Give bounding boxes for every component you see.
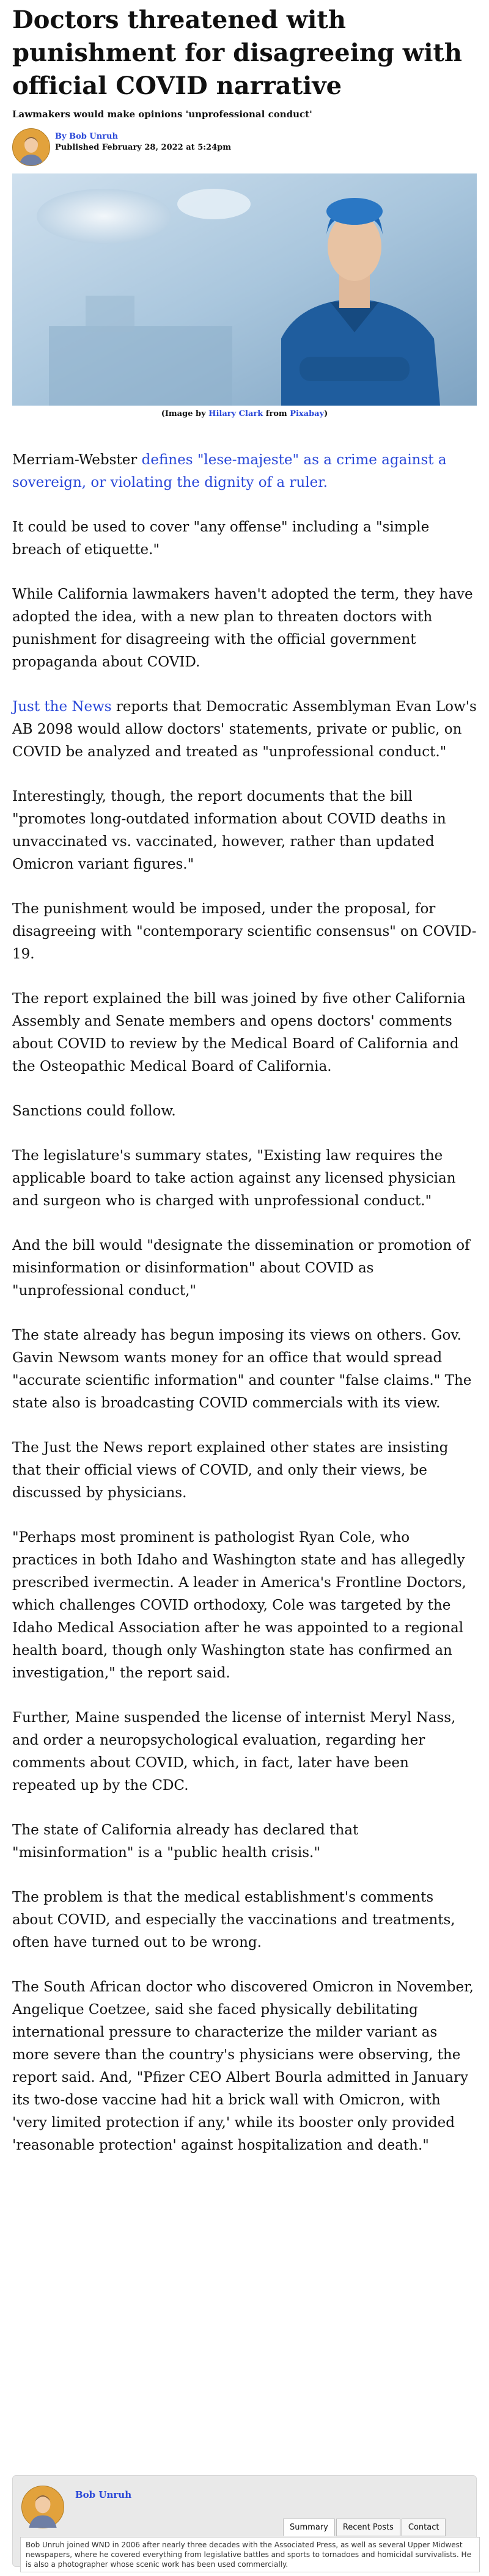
paragraph: The punishment would be imposed, under the proposal, for disagreeing with "contemporary scientific consensus" on COVID-19. [12, 901, 477, 962]
published-date: Published February 28, 2022 at 5:24pm [55, 143, 231, 152]
author-avatar[interactable] [12, 128, 50, 166]
author-bio-box [12, 2475, 477, 2567]
just-the-news-link[interactable]: Just the News [12, 699, 112, 715]
article-container [12, 0, 477, 2179]
tab-contact[interactable]: Contact [402, 2519, 446, 2536]
paragraph: Merriam-Webster defines "lese-majeste" as a crime against a sovereign, or violating the dignity of a ruler. [12, 452, 447, 491]
image-caption: (Image by Hilary Clark from Pixabay) [161, 409, 328, 418]
tab-recent-posts[interactable]: Recent Posts [336, 2519, 400, 2536]
article-body [12, 449, 477, 2157]
source-link[interactable]: Pixabay [290, 409, 325, 418]
paragraph: The state of California already has declared that "misinformation" is a "public health crisis." [12, 1822, 359, 1861]
paragraph: Just the News reports that Democratic Assemblyman Evan Low's AB 2098 would allow doctors' statements, private or public, on COVID be analyzed and treated as "unprofessional conduct." [12, 699, 477, 760]
paragraph: "Perhaps most prominent is pathologist Ryan Cole, who practices in both Idaho and Washington state and has allegedly prescribed ivermectin. A leader in America's Frontline Doctors, which challenges COVID orthodoxy, Cole was targeted by the Idaho Medical Association after he was appointed to a regional health board, though only Washington state has confirmed an investigation," the report said. [12, 1530, 466, 1681]
bio-text: Bob Unruh joined WND in 2006 after nearly three decades with the Associated Press, as well as several Upper Midwest newspapers, where he covered everything from legislative battles and sports to tornadoes and homicidal survivalists. He is also a photographer whose scenic work has been used commercially. [20, 2537, 480, 2572]
photographer-link[interactable]: Hilary Clark [208, 409, 263, 418]
paragraph: The report explained the bill was joined by five other California Assembly and Senate members and opens doctors' comments about COVID to review by the Medical Board of California and the Osteopathic Medical Board of California. [12, 991, 466, 1075]
paragraph: Interestingly, though, the report documents that the bill "promotes long-outdated information about COVID deaths in unvaccinated vs. vaccinated, however, rather than updated Omicron variant figures." [12, 789, 446, 872]
author-link[interactable]: By Bob Unruh [55, 132, 118, 141]
paragraph: The problem is that the medical establishment's comments about COVID, and especially the vaccinations and treatments, often have turned out to be wrong. [12, 1889, 455, 1950]
bio-author-name[interactable]: Bob Unruh [75, 2489, 132, 2500]
paragraph: It could be used to cover "any offense" including a "simple breach of etiquette." [12, 519, 430, 558]
paragraph: And the bill would "designate the dissemination or promotion of misinformation or disinformation" about COVID as "unprofessional conduct," [12, 1238, 470, 1299]
merriam-webster-link[interactable]: defines "lese-majeste" as a crime against a sovereign, or violating the dignity of a ruler. [12, 452, 447, 491]
bio-avatar[interactable] [21, 2486, 64, 2528]
article-hero-image [12, 173, 477, 406]
article-title: Doctors threatened with punishment for disagreeing with official COVID narrative [12, 5, 462, 100]
article-subtitle: Lawmakers would make opinions 'unprofessional conduct' [12, 109, 312, 120]
tab-summary[interactable]: Summary [283, 2519, 335, 2536]
paragraph: The Just the News report explained other states are insisting that their official views of COVID, and only their views, be discussed by physicians. [12, 1440, 449, 1501]
paragraph: Further, Maine suspended the license of internist Meryl Nass, and order a neuropsychological evaluation, regarding her comments about COVID, which, in fact, later have been repeated up by the CDC. [12, 1710, 456, 1793]
paragraph: The South African doctor who discovered Omicron in November, Angelique Coetzee, said she faced physically debilitating international pressure to characterize the milder variant as more severe than the country's physicians were observing, the report said. And, "Pfizer CEO Albert Bourla admitted in January its two-dose vaccine had hit a brick wall with Omicron, with 'very limited protection if any,' while its booster only provided 'reasonable protection' against hospitalization and death." [12, 1979, 474, 2153]
byline [12, 128, 477, 169]
paragraph: Sanctions could follow. [12, 1103, 176, 1119]
paragraph: While California lawmakers haven't adopted the term, they have adopted the idea, with a new plan to threaten doctors with punishment for disagreeing with the official government propaganda about COVID. [12, 586, 473, 670]
paragraph: The state already has begun imposing its views on others. Gov. Gavin Newsom wants money for an office that would spread "accurate scientific information" and counter "false claims." The state also is broadcasting COVID commercials with its view. [12, 1327, 472, 1411]
bio-tabs [282, 2519, 446, 2536]
paragraph: The legislature's summary states, "Existing law requires the applicable board to take action against any licensed physician and surgeon who is charged with unprofessional conduct." [12, 1148, 456, 1209]
